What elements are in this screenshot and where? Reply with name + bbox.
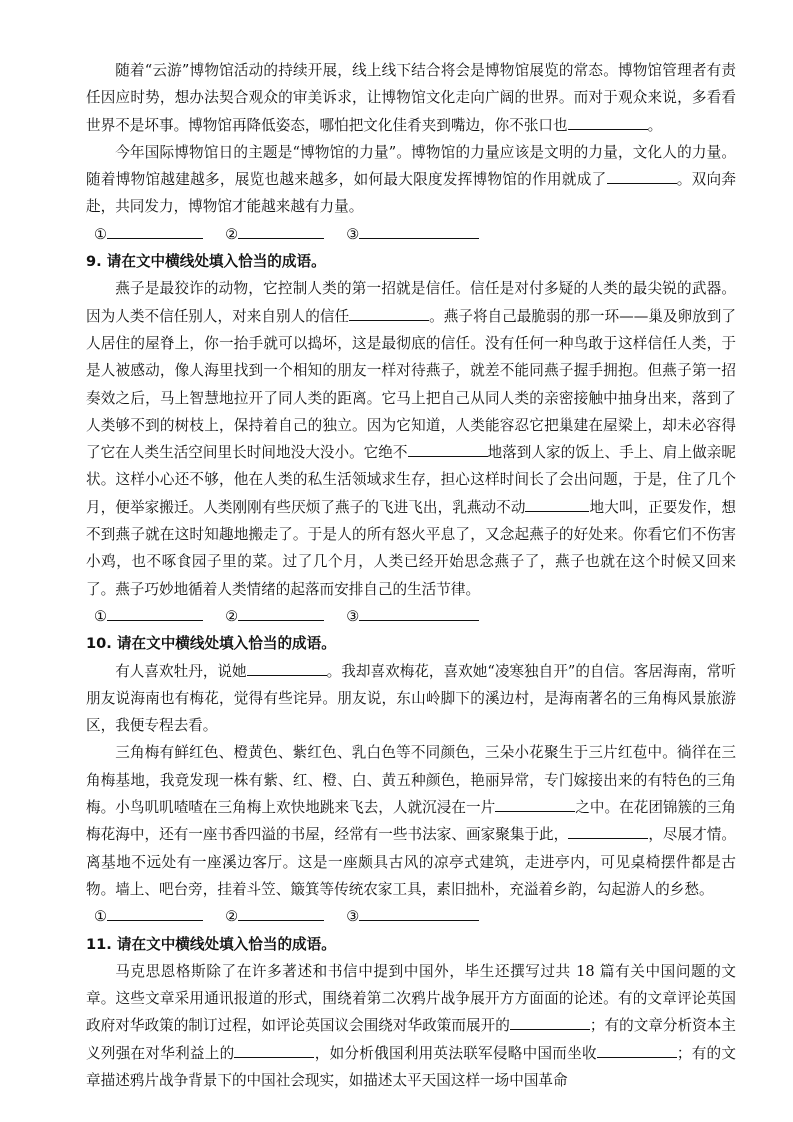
answer-blank[interactable]: [238, 606, 324, 621]
question-title: 11. 请在文中横线处填入恰当的成语。: [86, 935, 336, 953]
paragraph: 有人喜欢牡丹，说她 。我却喜欢梅花，喜欢她“凌寒独自开”的自信。客居海南，常听朋友说海南也有梅花，觉得有些诧异。朋友说，东山岭脚下的溪边村，是海南著名的三角梅风景旅游区，我便专程去看。: [86, 662, 736, 735]
answer-line-row: ① ② ③: [86, 603, 736, 630]
answer-line-row: ① ② ③: [86, 221, 736, 248]
paragraph: 马克思恩格斯除了在许多著述和书信中提到中国外，毕生还撰写过共 18 篇有关中国问题的文章。这些文章采用通讯报道的形式，围绕着第二次鸦片战争展开方方面面的论述。有的文章评论英国政府对华政策的制订过程，如评论英国议会围绕对华政策而展开的 ；有的文章分析资本主义列强在对华利益上的 ，如分析俄国利用英法联军侵略中国而坐收 ；有的文章描述鸦片战争背景下的中国社会现实，如描述太平天国这样一场中国革命: [86, 962, 736, 1089]
fill-blank[interactable]: [510, 1015, 590, 1030]
question-title: 9. 请在文中横线处填入恰当的成语。: [86, 253, 326, 271]
paragraph: 燕子是最狡诈的动物，它控制人类的第一招就是信任。信任是对付多疑的人类的最尖锐的武器。因为人类不信任别人，对来自别人的信任 。燕子将自己最脆弱的那一环——巢及卵放到了人居住的屋脊上，你一抬手就可以捣坏，这是最彻底的信任。没有任何一种鸟敢于这样信任人类，于是人被感动，像人海里找到一个相知的朋友一样对待燕子，就差不能同燕子握手拥抱。但燕子第一招奏效之后，马上智慧地拉开了同人类的距离。它马上把自己从同人类的亲密接触中抽身出来，落到了人类够不到的树枝上，保持着自己的独立。因为它知道，人类能容忍它把巢建在屋梁上，却未必容得了它在人类生活空间里长时间地没大没小。它绝不 地落到人家的饭上、手上、肩上做亲昵状。这样小心还不够，他在人类的私生活领域求生存，担心这样时间长了会出问题，于是，住了几个月，便举家搬迁。人类刚刚有些厌烦了燕子的飞进飞出，乳燕动不动 地大叫，正要发作，想不到燕子就在这时知趣地搬走了。于是人的所有怒火平息了，又念起燕子的好处来。你看它们不伤害小鸡，也不啄食园子里的菜。过了几个月，人类已经开始思念燕子了，燕子也就在这个时候又回来了。燕子巧妙地循着人类情绪的起落而安排自己的生活节律。: [86, 280, 736, 598]
document-page: [86, 57, 736, 1094]
paragraph: 随着“云游”博物馆活动的持续开展，线上线下结合将会是博物馆展览的常态。博物馆管理者有责任因应时势，想办法契合观众的审美诉求，让博物馆文化走向广阔的世界。而对于观众来说，多看看世界不是坏事。博物馆再降低姿态，哪怕把文化佳肴夹到嘴边，你不张口也 。: [86, 62, 736, 134]
question-title: 10. 请在文中横线处填入恰当的成语。: [86, 635, 336, 653]
fill-blank[interactable]: [495, 797, 575, 812]
answer-blank[interactable]: [359, 906, 479, 921]
answer-blank[interactable]: [359, 606, 479, 621]
answer-blank[interactable]: [107, 224, 203, 239]
fill-blank[interactable]: [408, 442, 488, 457]
fill-blank[interactable]: [234, 1043, 314, 1058]
answer-blank[interactable]: [107, 906, 203, 921]
answer-blank[interactable]: [238, 224, 324, 239]
paragraph: 三角梅有鲜红色、橙黄色、紫红色、乳白色等不同颜色，三朵小花聚生于三片红苞中。徜徉在三角梅基地，我竟发现一株有紫、红、橙、白、黄五种颜色，艳丽异常，专门嫁接出来的有特色的三角梅。小鸟叽叽喳喳在三角梅上欢快地跳来飞去，人就沉浸在一片 之中。在花团锦簇的三角梅花海中，还有一座书香四溢的书屋，经常有一些书法家、画家聚集于此， ，尽展才情。离基地不远处有一座溪边客厅。这是一座颇具古风的凉亭式建筑，走进亭内，可见桌椅摆件都是古物。墙上、吧台旁，挂着斗笠、簸箕等传统农家工具，素旧拙朴，充溢着乡韵，勾起游人的乡愁。: [86, 744, 736, 898]
answer-blank[interactable]: [107, 606, 203, 621]
fill-blank[interactable]: [597, 1043, 677, 1058]
fill-blank[interactable]: [349, 306, 429, 321]
paragraph: 今年国际博物馆日的主题是“博物馆的力量”。博物馆的力量应该是文明的力量，文化人的力量。随着博物馆越建越多，展览也越来越多，如何最大限度发挥博物馆的作用就成了 。双向奔赴，共同发力，博物馆才能越来越有力量。: [86, 143, 736, 216]
fill-blank[interactable]: [247, 661, 327, 676]
fill-blank[interactable]: [525, 497, 589, 512]
fill-blank[interactable]: [568, 824, 648, 839]
fill-blank[interactable]: [607, 169, 677, 184]
fill-blank[interactable]: [568, 115, 648, 130]
answer-blank[interactable]: [238, 906, 324, 921]
answer-blank[interactable]: [359, 224, 479, 239]
answer-line-row: ① ② ③: [86, 903, 736, 930]
